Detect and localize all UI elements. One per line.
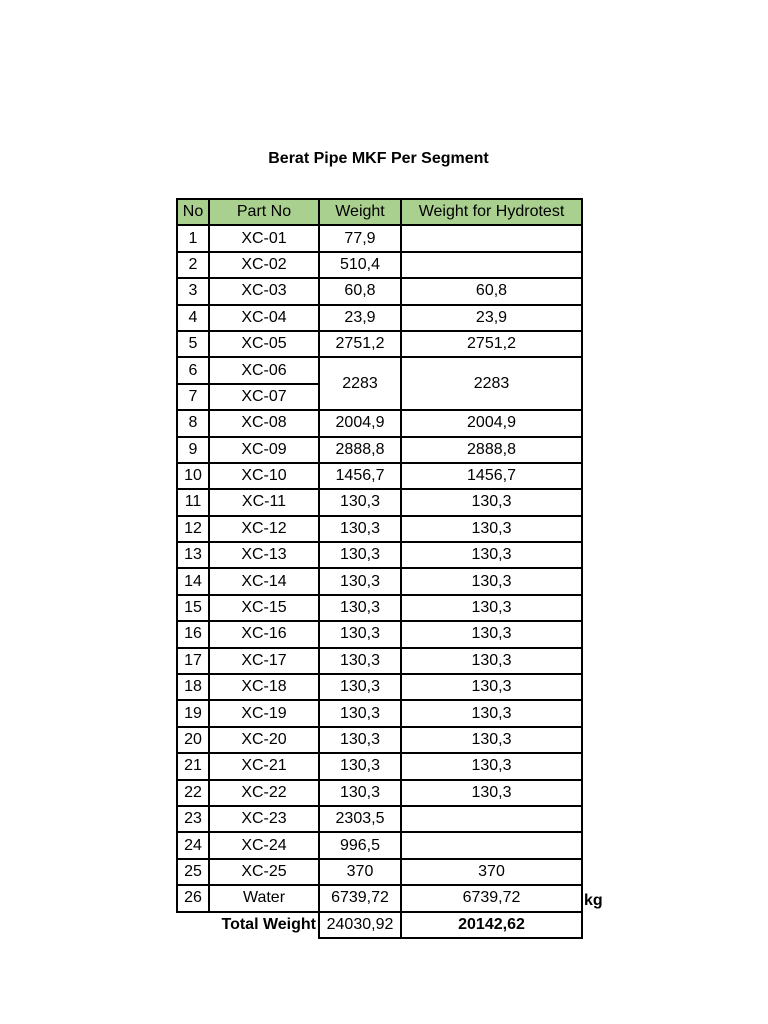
- cell-weight: 130,3: [319, 753, 401, 779]
- cell-part-no: XC-12: [209, 516, 319, 542]
- cell-weight: 60,8: [319, 278, 401, 304]
- cell-weight: 130,3: [319, 568, 401, 594]
- cell-hydrotest: 130,3: [401, 542, 582, 568]
- cell-hydrotest: 6739,72: [401, 885, 582, 911]
- cell-weight: 130,3: [319, 489, 401, 515]
- cell-hydrotest: 130,3: [401, 516, 582, 542]
- cell-part-no: XC-01: [209, 225, 319, 251]
- cell-hydrotest: [401, 806, 582, 832]
- cell-hydrotest: 130,3: [401, 753, 582, 779]
- cell-part-no: XC-09: [209, 437, 319, 463]
- cell-no: 22: [177, 780, 209, 806]
- cell-weight: 6739,72: [319, 885, 401, 911]
- cell-hydrotest: 130,3: [401, 595, 582, 621]
- cell-hydrotest: [401, 225, 582, 251]
- cell-weight: 130,3: [319, 621, 401, 647]
- cell-weight: 130,3: [319, 542, 401, 568]
- table-row: [177, 568, 582, 594]
- cell-weight: 130,3: [319, 727, 401, 753]
- cell-part-no: XC-06: [209, 357, 319, 383]
- cell-hydrotest: 2888,8: [401, 437, 582, 463]
- header-part-no: Part No: [209, 199, 319, 225]
- cell-no: 26: [177, 885, 209, 911]
- cell-weight: 130,3: [319, 516, 401, 542]
- total-weight-label: Total Weight: [177, 912, 319, 938]
- cell-part-no: Water: [209, 885, 319, 911]
- cell-part-no: XC-18: [209, 674, 319, 700]
- cell-weight: 77,9: [319, 225, 401, 251]
- table-row: [177, 859, 582, 885]
- cell-weight: 130,3: [319, 700, 401, 726]
- cell-weight: 130,3: [319, 595, 401, 621]
- table-row: [177, 410, 582, 436]
- cell-no: 18: [177, 674, 209, 700]
- cell-no: 7: [177, 384, 209, 410]
- cell-part-no: XC-17: [209, 648, 319, 674]
- cell-hydrotest: 130,3: [401, 621, 582, 647]
- cell-no: 10: [177, 463, 209, 489]
- cell-weight: 2004,9: [319, 410, 401, 436]
- cell-no: 2: [177, 252, 209, 278]
- cell-weight: 1456,7: [319, 463, 401, 489]
- cell-hydrotest: 1456,7: [401, 463, 582, 489]
- cell-weight: 996,5: [319, 832, 401, 858]
- cell-no: 6: [177, 357, 209, 383]
- cell-no: 24: [177, 832, 209, 858]
- cell-part-no: XC-04: [209, 305, 319, 331]
- table-row: [177, 489, 582, 515]
- cell-hydrotest: 130,3: [401, 700, 582, 726]
- cell-weight: 2888,8: [319, 437, 401, 463]
- cell-hydrotest: 60,8: [401, 278, 582, 304]
- table-row: [177, 463, 582, 489]
- cell-part-no: XC-22: [209, 780, 319, 806]
- table-row: [177, 305, 582, 331]
- table-row: [177, 780, 582, 806]
- cell-part-no: XC-23: [209, 806, 319, 832]
- cell-no: 1: [177, 225, 209, 251]
- cell-no: 8: [177, 410, 209, 436]
- header-hydrotest: Weight for Hydrotest: [401, 199, 582, 225]
- cell-part-no: XC-11: [209, 489, 319, 515]
- cell-part-no: XC-20: [209, 727, 319, 753]
- cell-part-no: XC-07: [209, 384, 319, 410]
- total-weight-value: 24030,92: [319, 912, 401, 938]
- weight-table: [176, 198, 583, 939]
- table-row: [177, 648, 582, 674]
- table-row: [177, 252, 582, 278]
- cell-hydrotest: 130,3: [401, 489, 582, 515]
- cell-no: 4: [177, 305, 209, 331]
- table-row: [177, 753, 582, 779]
- cell-hydrotest: 130,3: [401, 648, 582, 674]
- cell-no: 17: [177, 648, 209, 674]
- cell-no: 12: [177, 516, 209, 542]
- table-row: [177, 437, 582, 463]
- cell-part-no: XC-21: [209, 753, 319, 779]
- cell-no: 14: [177, 568, 209, 594]
- table-row: [177, 225, 582, 251]
- cell-hydrotest: 130,3: [401, 568, 582, 594]
- cell-no: 21: [177, 753, 209, 779]
- cell-part-no: XC-25: [209, 859, 319, 885]
- cell-hydrotest-merged: 2283: [401, 357, 582, 410]
- cell-weight: 23,9: [319, 305, 401, 331]
- cell-part-no: XC-14: [209, 568, 319, 594]
- cell-part-no: XC-16: [209, 621, 319, 647]
- unit-label: kg: [584, 892, 603, 909]
- table-row: [177, 542, 582, 568]
- table-row: [177, 278, 582, 304]
- table-row: [177, 674, 582, 700]
- cell-no: 15: [177, 595, 209, 621]
- cell-weight: 130,3: [319, 780, 401, 806]
- table-row: [177, 700, 582, 726]
- cell-weight: 2303,5: [319, 806, 401, 832]
- cell-part-no: XC-08: [209, 410, 319, 436]
- cell-hydrotest: 130,3: [401, 780, 582, 806]
- table-row: [177, 331, 582, 357]
- cell-hydrotest: [401, 252, 582, 278]
- cell-hydrotest: 370: [401, 859, 582, 885]
- cell-weight: 130,3: [319, 648, 401, 674]
- cell-weight: 2751,2: [319, 331, 401, 357]
- cell-part-no: XC-19: [209, 700, 319, 726]
- cell-no: 19: [177, 700, 209, 726]
- cell-hydrotest: 2004,9: [401, 410, 582, 436]
- table-title: Berat Pipe MKF Per Segment: [268, 150, 489, 167]
- cell-no: 13: [177, 542, 209, 568]
- cell-no: 23: [177, 806, 209, 832]
- header-row: [177, 199, 582, 225]
- cell-hydrotest: 2751,2: [401, 331, 582, 357]
- table-row: [177, 885, 582, 911]
- total-row: [177, 912, 582, 938]
- cell-part-no: XC-03: [209, 278, 319, 304]
- cell-part-no: XC-10: [209, 463, 319, 489]
- total-hydrotest-value: 20142,62: [401, 912, 582, 938]
- table-row: [177, 516, 582, 542]
- cell-part-no: XC-13: [209, 542, 319, 568]
- cell-hydrotest: 23,9: [401, 305, 582, 331]
- cell-weight: 370: [319, 859, 401, 885]
- cell-part-no: XC-24: [209, 832, 319, 858]
- cell-part-no: XC-05: [209, 331, 319, 357]
- table-row: [177, 832, 582, 858]
- table-row: [177, 806, 582, 832]
- header-weight: Weight: [319, 199, 401, 225]
- cell-no: 16: [177, 621, 209, 647]
- table-row: [177, 621, 582, 647]
- cell-hydrotest: 130,3: [401, 674, 582, 700]
- cell-weight: 510,4: [319, 252, 401, 278]
- table-row: [177, 595, 582, 621]
- cell-no: 25: [177, 859, 209, 885]
- cell-weight: 130,3: [319, 674, 401, 700]
- cell-hydrotest: 130,3: [401, 727, 582, 753]
- header-no: No: [177, 199, 209, 225]
- cell-no: 5: [177, 331, 209, 357]
- cell-no: 11: [177, 489, 209, 515]
- table-row: [177, 727, 582, 753]
- cell-no: 20: [177, 727, 209, 753]
- cell-weight-merged: 2283: [319, 357, 401, 410]
- cell-part-no: XC-02: [209, 252, 319, 278]
- cell-no: 3: [177, 278, 209, 304]
- cell-part-no: XC-15: [209, 595, 319, 621]
- cell-hydrotest: [401, 832, 582, 858]
- table-row: [177, 357, 582, 383]
- cell-no: 9: [177, 437, 209, 463]
